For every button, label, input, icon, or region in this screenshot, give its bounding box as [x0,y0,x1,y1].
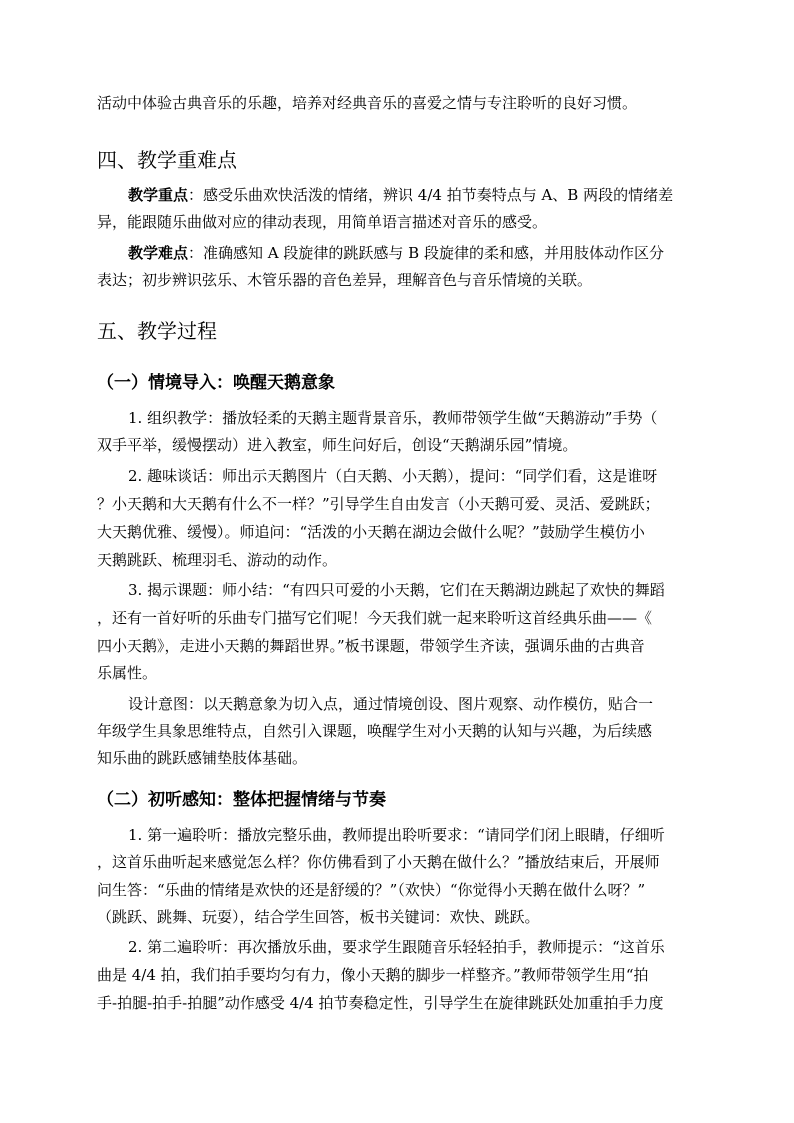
paragraph-line: 3. 揭示课题：师小结：“有四只可爱的小天鹅，它们在天鹅湖边跳起了欢快的舞蹈 [128,581,665,599]
paragraph-line: ，这首乐曲听起来感觉怎么样？你仿佛看到了小天鹅在做什么？”播放结束后，开展师 [97,853,660,871]
difficult-point-line2: 表达；初步辨识弦乐、木管乐器的音色差异，理解音色与音乐情境的关联。 [97,271,593,289]
key-point-label: 教学重点 [128,186,189,204]
paragraph-line: 手-拍腿-拍手-拍腿”动作感受 4/4 拍节奏稳定性，引导学生在旋律跳跃处加重拍手力度 [97,994,664,1012]
paragraph-line: 大天鹅优雅、缓慢）。师追问：“活泼的小天鹅在湖边会做什么呢？”鼓励学生模仿小 [97,523,645,541]
paragraph-line: 2. 趣味谈话：师出示天鹅图片（白天鹅、小天鹅），提问：“同学们看，这是谁呀 [128,467,658,485]
design-intent-line: 设计意图：以天鹅意象为切入点，通过情境创设、图片观察、动作模仿，贴合一 [128,695,654,713]
paragraph-line: 1. 第一遍聆听：播放完整乐曲，教师提出聆听要求：“请同学们闭上眼睛，仔细听 [128,826,665,844]
paragraph-line: （跳跃、跳舞、玩耍），结合学生回答，板书关键词：欢快、跳跃。 [97,908,540,926]
paragraph-line: ？小天鹅和大天鹅有什么不一样？”引导学生自由发言（小天鹅可爱、灵活、爱跳跃； [97,495,660,513]
section4-heading: 四、教学重难点 [97,148,237,172]
key-point-line1 [128,185,701,205]
paragraph-line: 四小天鹅》，走进小天鹅的舞蹈世界。”板书课题，带领学生齐读，强调乐曲的古典音 [97,637,645,655]
paragraph-line: 曲是 4/4 拍，我们拍手要均匀有力，像小天鹅的脚步一样整齐。”教师带领学生用“拍 [97,966,649,984]
key-point-text: ：感受乐曲欢快活泼的情绪，辨识 4/4 拍节奏特点与 A、B 两段的情绪差 [188,186,674,204]
paragraph-line: 乐属性。 [97,664,158,682]
paragraph-line: ，还有一首好听的乐曲专门描写它们呢！今天我们就一起来聆听这首经典乐曲——《 [97,609,653,627]
part2-heading: （二）初听感知：整体把握情绪与节奏 [97,790,386,810]
paragraph-line: 年级学生具象思维特点，自然引入课题，唤醒学生对小天鹅的认知与兴趣，为后续感 [97,722,653,740]
difficult-point-text: ：准确感知 A 段旋律的跳跃感与 B 段旋律的柔和感，并用肢体动作区分 [188,244,664,262]
paragraph-line: 2. 第二遍聆听：再次播放乐曲，要求学生跟随音乐轻轻拍手，教师提示：“这首乐 [128,938,665,956]
paragraph-line: 1. 组织教学：播放轻柔的天鹅主题背景音乐，教师带领学生做“天鹅游动”手势（ [128,409,658,427]
paragraph-line: 双手平举，缓慢摆动）进入教室，师生问好后，创设“天鹅湖乐园”情境。 [97,436,578,454]
intro-tail-text: 活动中体验古典音乐的乐趣，培养对经典音乐的喜爱之情与专注聆听的良好习惯。 [97,94,638,112]
paragraph-line: 问生答：“乐曲的情绪是欢快的还是舒缓的？”（欢快）“你觉得小天鹅在做什么呀？” [97,881,646,899]
paragraph-line: 知乐曲的跳跃感铺垫肢体基础。 [97,749,308,767]
difficult-point-line1 [128,243,701,263]
key-point-line2: 异，能跟随乐曲做对应的律动表现，用简单语言描述对音乐的感受。 [97,213,548,231]
difficult-point-label: 教学难点 [128,244,189,262]
part1-heading: （一）情境导入：唤醒天鹅意象 [97,373,335,393]
paragraph-line: 天鹅跳跃、梳理羽毛、游动的动作。 [97,551,338,569]
section5-heading: 五、教学过程 [97,319,217,343]
